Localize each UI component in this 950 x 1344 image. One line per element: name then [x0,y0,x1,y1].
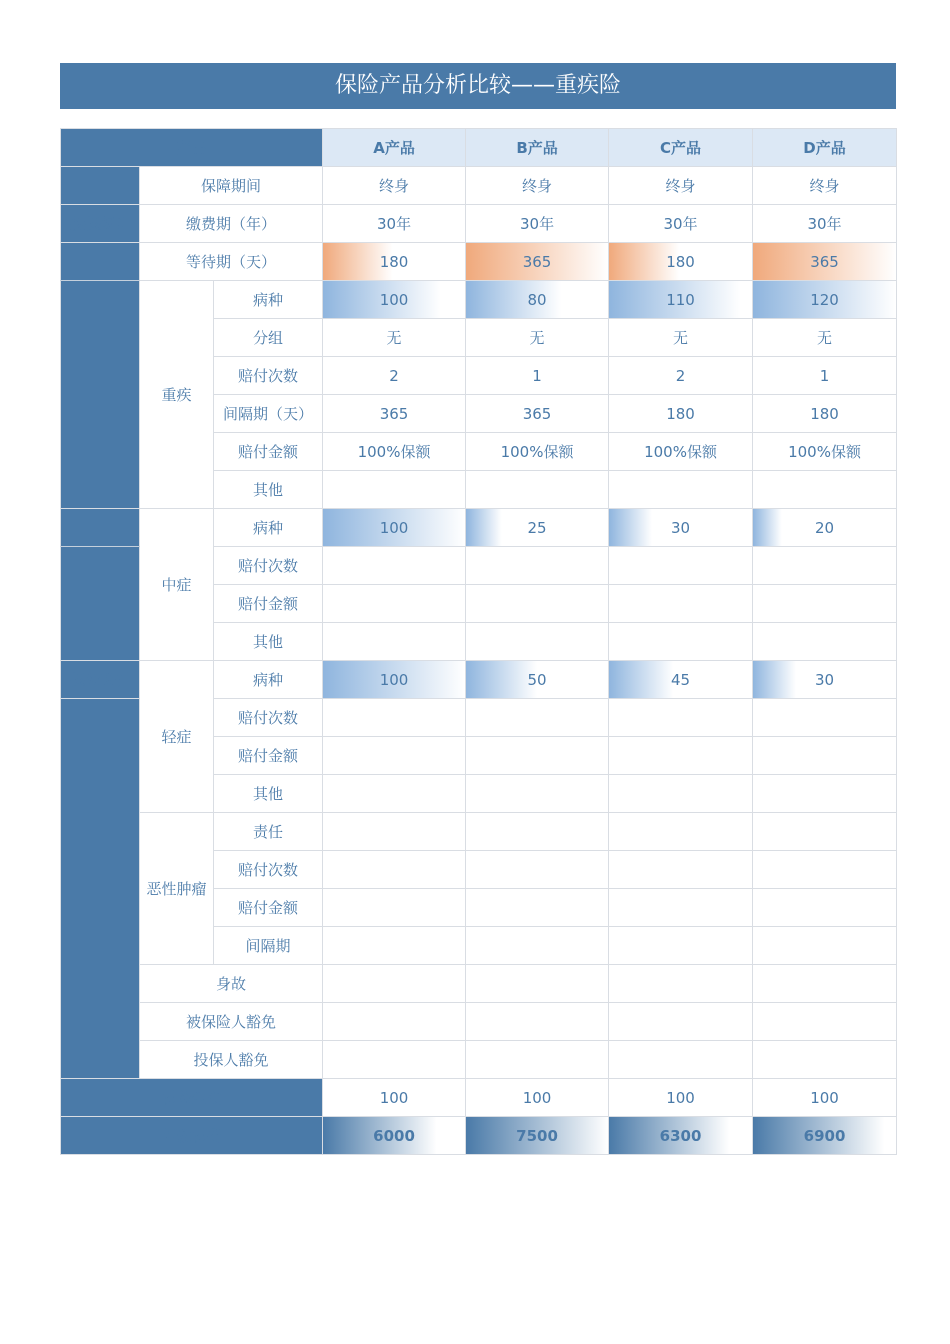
cell [323,965,466,1003]
row-label-sum-insured: 保险金额 [61,1079,323,1117]
cell: 终身 [323,167,466,205]
cell [466,927,609,965]
cell: 终身 [609,167,753,205]
table-row [61,1117,897,1155]
disease-bar-cell: 30 [609,509,753,547]
cell [323,851,466,889]
premium-bar-cell: 6300 [609,1117,753,1155]
row-label-disease: 病种 [214,661,323,699]
cell [609,927,753,965]
row-label-holder-waiver: 投保人豁免 [140,1041,323,1079]
cell [753,927,897,965]
cell [609,813,753,851]
waiting-bar-cell: 365 [753,243,897,281]
disease-bar-cell: 120 [753,281,897,319]
row-label-waiting: 等待期（天） [140,243,323,281]
cell [323,889,466,927]
cell [609,547,753,585]
cell [609,699,753,737]
header-product-label: 产品 [61,129,323,167]
row-label-amount: 赔付金额 [214,433,323,471]
cell [323,585,466,623]
cell: 100 [753,1079,897,1117]
cell [466,471,609,509]
product-c-header: C产品 [609,129,753,167]
row-label-amount: 赔付金额 [214,889,323,927]
table-row [61,661,897,699]
cell: 终身 [753,167,897,205]
row-label-insured-waiver: 被保险人豁免 [140,1003,323,1041]
cell [753,889,897,927]
cell [466,699,609,737]
premium-bar-cell: 6900 [753,1117,897,1155]
row-label-death: 身故 [140,965,323,1003]
cell [323,471,466,509]
cell: 无 [323,319,466,357]
cell [323,775,466,813]
cell: 终身 [466,167,609,205]
cell [466,851,609,889]
section-spacer [61,699,140,1079]
cell [466,775,609,813]
cell [753,585,897,623]
cell [753,813,897,851]
cell: 180 [609,395,753,433]
product-b-header: B产品 [466,129,609,167]
section-label-liability: 保险责任 [61,661,140,699]
section-spacer [61,281,140,509]
disease-bar-cell: 50 [466,661,609,699]
row-label-interval: 间隔期 [214,927,323,965]
group-label-tumor: 恶性肿瘤 [140,813,214,965]
cell: 365 [323,395,466,433]
cell: 1 [466,357,609,395]
cell [323,1003,466,1041]
cell [609,965,753,1003]
row-label-amount: 赔付金额 [214,585,323,623]
cell [466,623,609,661]
cell [753,851,897,889]
cell [323,813,466,851]
waiting-bar-cell: 365 [466,243,609,281]
disease-bar-cell: 30 [753,661,897,699]
table-row [61,965,897,1003]
cell [609,585,753,623]
row-label-times: 赔付次数 [214,547,323,585]
table-row [61,205,897,243]
cell: 100 [323,1079,466,1117]
cell [753,699,897,737]
cell [466,585,609,623]
row-label-interval: 间隔期（天） [214,395,323,433]
cell [609,737,753,775]
row-label-annual-premium: 年缴保费 [61,1117,323,1155]
cell: 100%保额 [323,433,466,471]
cell [466,965,609,1003]
cell [323,927,466,965]
cell: 30年 [466,205,609,243]
cell [323,1041,466,1079]
waiting-bar-cell: 180 [609,243,753,281]
cell: 无 [753,319,897,357]
cell [323,547,466,585]
premium-bar-cell: 7500 [466,1117,609,1155]
cell: 30年 [609,205,753,243]
cell [753,1041,897,1079]
cell [753,623,897,661]
group-label-critical: 重疾 [140,281,214,509]
row-label-disease: 病种 [214,281,323,319]
row-label-pay-term: 缴费期（年） [140,205,323,243]
cell: 1 [753,357,897,395]
disease-bar-cell: 100 [323,281,466,319]
cell: 180 [753,395,897,433]
product-a-header: A产品 [323,129,466,167]
cell [609,889,753,927]
cell: 100 [609,1079,753,1117]
table-row [61,281,897,319]
row-label-disease: 病种 [214,509,323,547]
cell [466,889,609,927]
disease-bar-cell: 45 [609,661,753,699]
cell [609,851,753,889]
cell [323,623,466,661]
page-title: 保险产品分析比较——重疾险 [60,63,896,109]
row-label-times: 赔付次数 [214,699,323,737]
section-spacer [61,547,140,661]
cell [466,1003,609,1041]
section-spacer [61,167,140,205]
cell [609,623,753,661]
row-label-grouping: 分组 [214,319,323,357]
waiting-bar-cell: 180 [323,243,466,281]
cell: 365 [466,395,609,433]
row-label-period: 保障期间 [140,167,323,205]
group-label-moderate: 中症 [140,509,214,661]
cell [466,737,609,775]
cell [753,775,897,813]
table-header-row [61,129,897,167]
cell [323,699,466,737]
row-label-duty: 责任 [214,813,323,851]
row-label-amount: 赔付金额 [214,737,323,775]
cell: 无 [609,319,753,357]
cell [609,775,753,813]
cell [609,471,753,509]
table-row [61,243,897,281]
cell [466,1041,609,1079]
group-label-mild: 轻症 [140,661,214,813]
table-row [61,813,897,851]
cell [753,1003,897,1041]
product-d-header: D产品 [753,129,897,167]
table-row [61,1003,897,1041]
cell [466,547,609,585]
cell: 100%保额 [609,433,753,471]
table-row [61,167,897,205]
premium-bar-cell: 6000 [323,1117,466,1155]
cell [753,547,897,585]
disease-bar-cell: 20 [753,509,897,547]
cell: 100 [466,1079,609,1117]
cell: 2 [609,357,753,395]
row-label-other: 其他 [214,471,323,509]
cell: 2 [323,357,466,395]
table-row [61,1041,897,1079]
cell: 30年 [323,205,466,243]
cell: 100%保额 [466,433,609,471]
cell [753,471,897,509]
disease-bar-cell: 100 [323,661,466,699]
section-spacer [61,509,140,547]
section-spacer [61,243,140,281]
disease-bar-cell: 80 [466,281,609,319]
table-row [61,509,897,547]
row-label-times: 赔付次数 [214,851,323,889]
cell [753,737,897,775]
cell: 无 [466,319,609,357]
cell [609,1041,753,1079]
row-label-times: 赔付次数 [214,357,323,395]
disease-bar-cell: 100 [323,509,466,547]
cell [323,737,466,775]
cell [753,965,897,1003]
disease-bar-cell: 110 [609,281,753,319]
cell [466,813,609,851]
cell [609,1003,753,1041]
disease-bar-cell: 25 [466,509,609,547]
section-label-rules: 投保规则 [61,205,140,243]
row-label-other: 其他 [214,775,323,813]
row-label-other: 其他 [214,623,323,661]
comparison-table [60,128,897,1155]
table-row [61,1079,897,1117]
cell: 30年 [753,205,897,243]
cell: 100%保额 [753,433,897,471]
